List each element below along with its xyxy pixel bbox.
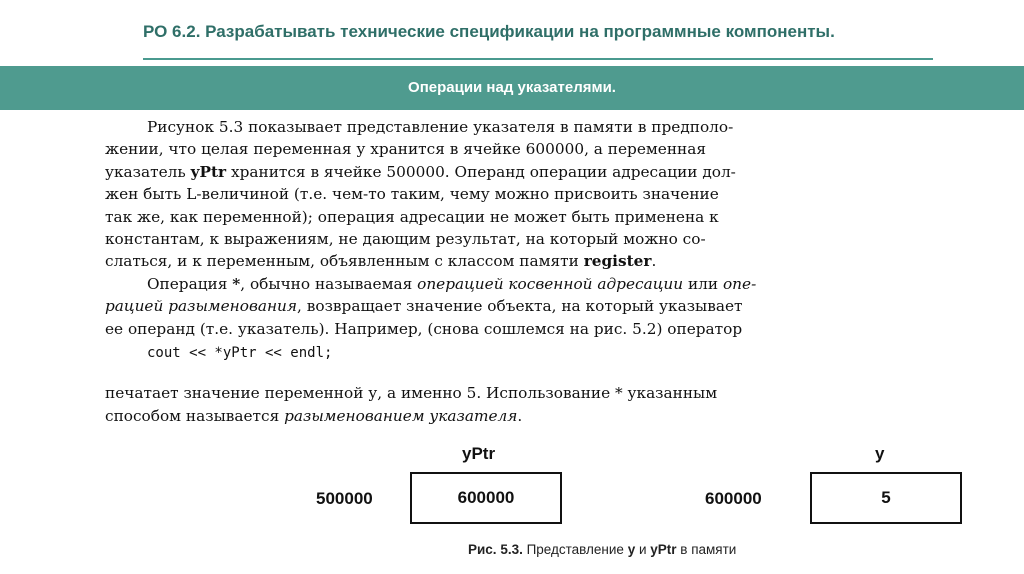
text-run: Операция (147, 274, 233, 293)
text-run: или (683, 274, 723, 293)
y-address-label: 600000 (705, 489, 762, 508)
paragraph-2-line (105, 295, 935, 317)
caption-text: Представление (522, 542, 628, 557)
paragraph-1-line: жении, что целая переменная у хранится в ячейке 600000, а переменная (105, 140, 706, 159)
term-italic: операцией косвенной адресации (417, 274, 684, 293)
section-title: Операции над указателями. (408, 79, 616, 96)
text-run: указатель (105, 162, 191, 181)
paragraph-2-line: ее операнд (т.е. указатель). Например, (снова сошлемся на рис. 5.2) оператор (105, 319, 743, 338)
paragraph-1-line (105, 250, 935, 272)
text-run: . (651, 252, 657, 271)
caption-text: и (635, 542, 651, 557)
yptr-name-label: yPtr (462, 444, 496, 463)
text-run: , обычно называемая (240, 274, 418, 293)
term-italic: опе- (722, 274, 757, 293)
figure-caption (468, 542, 736, 557)
code-term: yPtr (190, 162, 227, 181)
text-run: способом называется (105, 406, 285, 425)
caption-text: в памяти (676, 542, 737, 557)
paragraph-2-line (105, 273, 935, 295)
text-run: хранится в ячейке 500000. Операнд операции адресации дол- (226, 162, 736, 181)
slide-header-title: РО 6.2. Разрабатывать технические спецификации на программные компоненты. (143, 22, 835, 41)
term-italic: разыменованием указателя (284, 406, 518, 425)
term-italic: рацией разыменования (105, 297, 298, 316)
paragraph-1-line: жен быть L-величиной (т.е. чем-то таким, чему можно присвоить значение (105, 185, 719, 204)
paragraph-3-line (105, 405, 935, 427)
code-term: register (583, 252, 652, 271)
text-run: . (517, 406, 523, 425)
paragraph-1-line: Рисунок 5.3 показывает представление указателя в памяти в предполо- (147, 118, 734, 136)
paragraph-1-line (105, 161, 935, 183)
operator-symbol: * (232, 274, 241, 293)
code-sample: cout << *yPtr << endl; (147, 345, 333, 362)
textbook-excerpt (105, 116, 935, 427)
yptr-memory-cell: 600000 (410, 472, 562, 524)
section-banner (0, 66, 1024, 110)
text-run: слаться, и к переменным, объявленным с классом памяти (105, 252, 584, 271)
caption-term: y (627, 542, 636, 557)
yptr-address-label: 500000 (316, 489, 373, 508)
text-run: , возвращает значение объекта, на который указывает (297, 297, 743, 316)
caption-number: Рис. 5.3. (468, 542, 523, 557)
paragraph-1-line: константам, к выражениям, не дающим результат, на который можно со- (105, 230, 706, 249)
caption-term: yPtr (650, 542, 677, 557)
paragraph-1-line: так же, как переменной); операция адресации не может быть применена к (105, 207, 719, 226)
header-divider (143, 58, 933, 60)
paragraph-3-line: печатает значение переменной у, а именно 5. Использование * указанным (105, 384, 718, 403)
y-name-label: y (875, 444, 885, 463)
y-memory-cell: 5 (810, 472, 962, 524)
